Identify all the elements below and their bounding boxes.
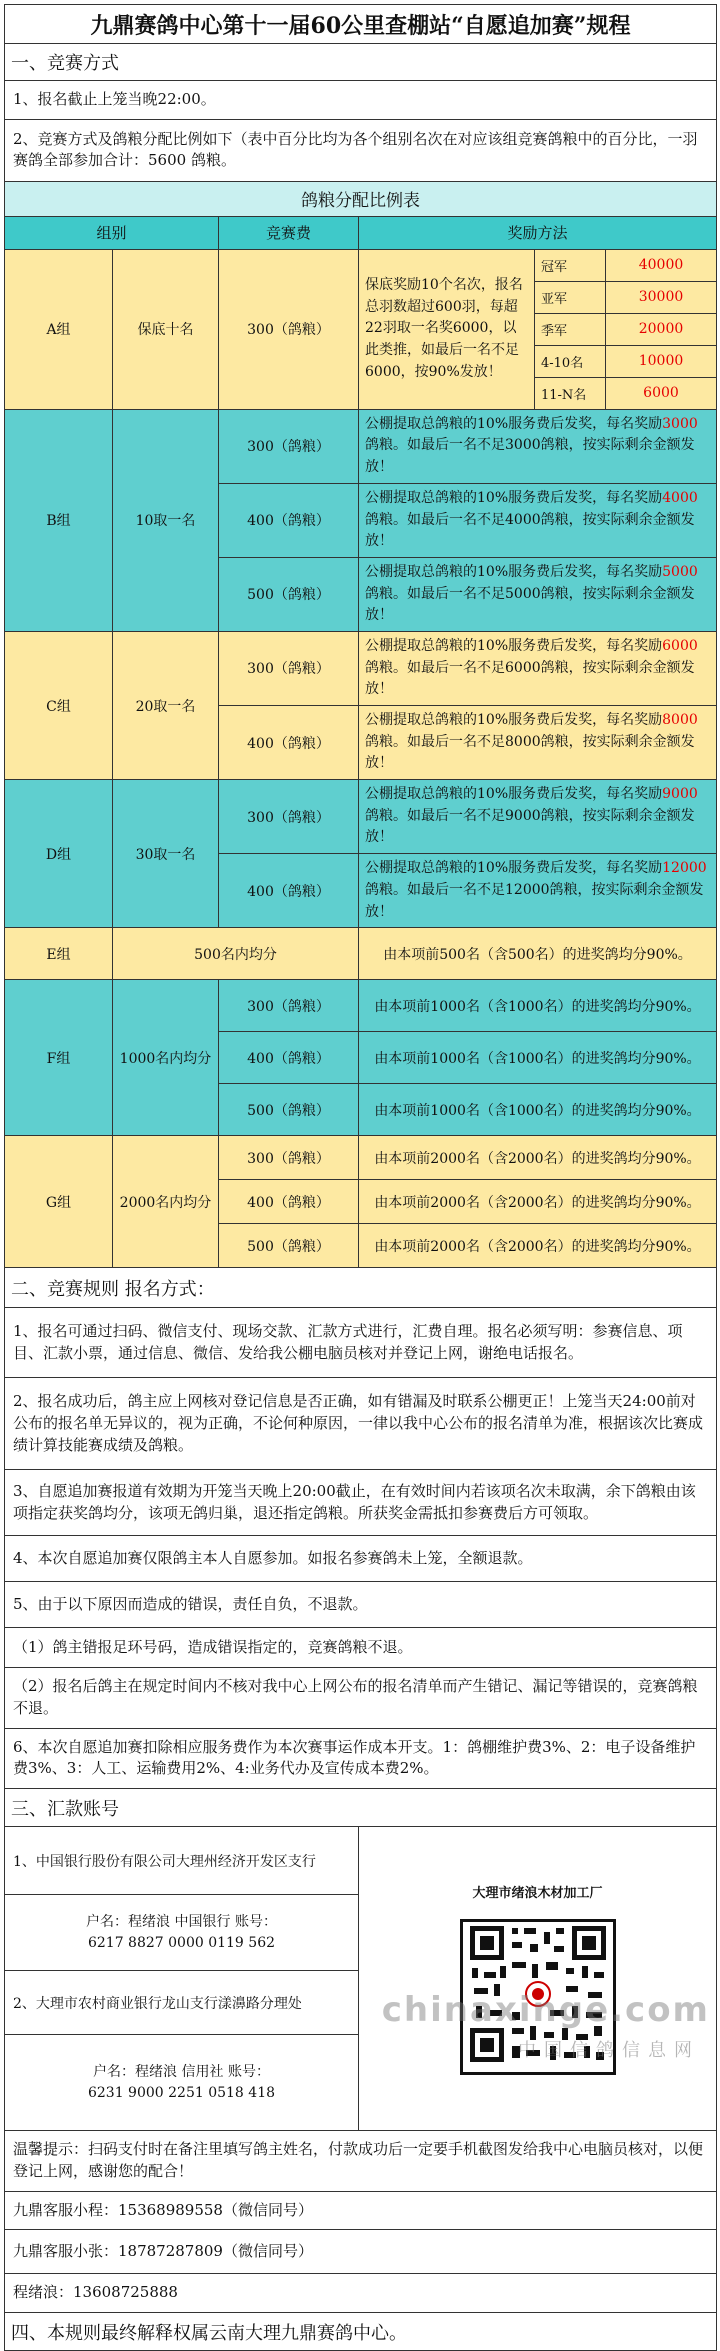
prize-name: 11-N名 bbox=[535, 377, 606, 409]
fee-cell: 300（鸽粮） bbox=[219, 780, 359, 854]
group-e-desc: 由本项前500名（含500名）的进奖鸽均分90%。 bbox=[359, 928, 717, 980]
bank-1-account bbox=[5, 1895, 359, 1971]
contact-3: 程绪浪：13608725888 bbox=[5, 2274, 717, 2313]
section-3-heading: 三、汇款账号 bbox=[5, 1789, 717, 1827]
fee-cell: 500（鸽粮） bbox=[219, 1084, 359, 1136]
section-1-heading: 一、竞赛方式 bbox=[5, 44, 717, 81]
group-b-label: B组 bbox=[5, 409, 113, 631]
fee-cell: 300（鸽粮） bbox=[219, 409, 359, 483]
s2-item-4: 4、本次自愿追加赛仅限鸽主本人自愿参加。如报名参赛鸽未上笼，全额退款。 bbox=[5, 1536, 717, 1582]
group-f-rule: 1000名内均分 bbox=[113, 980, 219, 1136]
header-fee: 竞赛费 bbox=[219, 216, 359, 249]
prize-value: 40000 bbox=[606, 249, 717, 281]
s2-item-5-2: （2）报名后鸽主在规定时间内不核对我中心上网公布的报名清单而产生错记、漏记等错误的，竞赛鸽粮不退。 bbox=[5, 1668, 717, 1729]
bank-2-title: 2、大理市农村商业银行龙山支行漾濞路分理处 bbox=[5, 1971, 359, 2035]
s1-item-2: 2、竞赛方式及鸽粮分配比例如下（表中百分比均为各个组别名次在对应该组竞赛鸽粮中的百分比，一羽赛鸽全部参加合计：5600 鸽粮。 bbox=[5, 119, 717, 181]
reward-desc: 公棚提取总鸽粮的10%服务费后发奖，每名奖励3000鸽粮。如最后一名不足3000鸽粮，按实际剩余金额发放！ bbox=[359, 409, 717, 483]
site-watermark: chinaxinge.com bbox=[381, 1990, 710, 2030]
bank-2-account bbox=[5, 2035, 359, 2131]
bank-1-holder: 户名：程绪浪 中国银行 账号： bbox=[86, 1913, 277, 1930]
reward-desc: 由本项前2000名（含2000名）的进奖鸽均分90%。 bbox=[359, 1136, 717, 1180]
prize-value: 30000 bbox=[606, 281, 717, 313]
group-e-label: E组 bbox=[5, 928, 113, 980]
prize-name: 4-10名 bbox=[535, 345, 606, 377]
contact-2: 九鼎客服小张：18787287809（微信同号） bbox=[5, 2230, 717, 2274]
group-c-label: C组 bbox=[5, 631, 113, 779]
header-group: 组别 bbox=[5, 216, 219, 249]
reward-desc: 公棚提取总鸽粮的10%服务费后发奖，每名奖励8000鸽粮。如最后一名不足8000鸽粮，按实际剩余金额发放！ bbox=[359, 706, 717, 780]
group-b-rule: 10取一名 bbox=[113, 409, 219, 631]
prize-name: 季军 bbox=[535, 313, 606, 345]
group-a-desc: 保底奖励10个名次，报名总羽数超过600羽，每超22羽取一名奖6000，以此类推，如最后一名不足6000，按90%发放！ bbox=[359, 249, 535, 409]
reward-desc: 公棚提取总鸽粮的10%服务费后发奖，每名奖励5000鸽粮。如最后一名不足5000鸽粮，按实际剩余金额发放！ bbox=[359, 557, 717, 631]
s2-item-2: 2、报名成功后，鸽主应上网核对登记信息是否正确，如有错漏及时联系公棚更正！上笼当天24:00前对公布的报名单无异议的，视为正确，不论何种原因，一律以我中心公布的报名清单为准，根据该次比赛成绩计算技能赛成绩及鸽粮。 bbox=[5, 1378, 717, 1470]
bank-1-number: 6217 8827 0000 0119 562 bbox=[87, 1934, 276, 1951]
s2-item-5-1: （1）鸽主错报足环号码，造成错误指定的，竞赛鸽粮不退。 bbox=[5, 1628, 717, 1668]
group-d-rule: 30取一名 bbox=[113, 780, 219, 928]
company-name: 大理市绪浪木材加工厂 bbox=[472, 1886, 603, 1902]
bank-1-title: 1、中国银行股份有限公司大理州经济开发区支行 bbox=[5, 1827, 359, 1895]
prize-name: 亚军 bbox=[535, 281, 606, 313]
reward-desc: 公棚提取总鸽粮的10%服务费后发奖，每名奖励9000鸽粮。如最后一名不足9000鸽粮，按实际剩余金额发放！ bbox=[359, 780, 717, 854]
fee-cell: 300（鸽粮） bbox=[219, 980, 359, 1032]
qr-panel bbox=[359, 1827, 717, 2131]
s2-item-5: 5、由于以下原因而造成的错误，责任自负，不退款。 bbox=[5, 1582, 717, 1628]
reward-desc: 由本项前1000名（含1000名）的进奖鸽均分90%。 bbox=[359, 1084, 717, 1136]
fee-cell: 500（鸽粮） bbox=[219, 557, 359, 631]
fee-cell: 400（鸽粮） bbox=[219, 854, 359, 928]
reward-desc: 公棚提取总鸽粮的10%服务费后发奖，每名奖励6000鸽粮。如最后一名不足6000鸽粮，按实际剩余金额发放！ bbox=[359, 631, 717, 705]
group-e-rule: 500名内均分 bbox=[113, 928, 359, 980]
fee-cell: 400（鸽粮） bbox=[219, 1180, 359, 1224]
header-reward: 奖励方法 bbox=[359, 216, 717, 249]
fee-cell: 300（鸽粮） bbox=[219, 1136, 359, 1180]
reward-desc: 公棚提取总鸽粮的10%服务费后发奖，每名奖励4000鸽粮。如最后一名不足4000鸽粮，按实际剩余金额发放！ bbox=[359, 483, 717, 557]
fee-cell: 400（鸽粮） bbox=[219, 1032, 359, 1084]
prize-value: 6000 bbox=[606, 377, 717, 409]
group-a-rule: 保底十名 bbox=[113, 249, 219, 409]
s2-item-6: 6、本次自愿追加赛扣除相应服务费作为本次赛事运作成本开支。1：鸽棚维护费3%、2：电子设备维护费3%、3：人工、运输费用2%、4:业务代办及宣传成本费2%。 bbox=[5, 1728, 717, 1789]
reward-desc: 公棚提取总鸽粮的10%服务费后发奖，每名奖励12000鸽粮。如最后一名不足12000鸽粮，按实际剩余金额发放！ bbox=[359, 854, 717, 928]
s2-item-1: 1、报名可通过扫码、微信支付、现场交款、汇款方式进行，汇费自理。报名必须写明：参赛信息、项目、汇款小票，通过信息、微信、发给我公棚电脑员核对并登记上网，谢绝电话报名。 bbox=[5, 1308, 717, 1378]
prize-value: 10000 bbox=[606, 345, 717, 377]
reward-desc: 由本项前1000名（含1000名）的进奖鸽均分90%。 bbox=[359, 980, 717, 1032]
page-title: 九鼎赛鸽中心第十一届60公里查棚站“自愿追加赛”规程 bbox=[5, 5, 717, 44]
group-a-fee: 300（鸽粮） bbox=[219, 249, 359, 409]
fee-cell: 400（鸽粮） bbox=[219, 483, 359, 557]
table-title: 鸽粮分配比例表 bbox=[5, 181, 717, 216]
group-g-rule: 2000名内均分 bbox=[113, 1136, 219, 1268]
group-c-rule: 20取一名 bbox=[113, 631, 219, 779]
group-d-label: D组 bbox=[5, 780, 113, 928]
fee-cell: 300（鸽粮） bbox=[219, 631, 359, 705]
s2-item-3: 3、自愿追加赛报道有效期为开笼当天晚上20:00截止，在有效时间内若该项名次未取满，余下鸽粮由该项指定获奖鸽均分，该项无鸽归巢，退还指定鸽粮。所获奖金需抵扣参赛费后方可领取。 bbox=[5, 1470, 717, 1536]
bank-2-number: 6231 9000 2251 0518 418 bbox=[87, 2084, 276, 2101]
reward-desc: 由本项前2000名（含2000名）的进奖鸽均分90%。 bbox=[359, 1224, 717, 1268]
group-g-label: G组 bbox=[5, 1136, 113, 1268]
reward-desc: 由本项前2000名（含2000名）的进奖鸽均分90%。 bbox=[359, 1180, 717, 1224]
section-2-heading: 二、竞赛规则 报名方式： bbox=[5, 1268, 717, 1308]
section-4-heading: 四、本规则最终解释权属云南大理九鼎赛鸽中心。 bbox=[5, 2313, 717, 2351]
reward-desc: 由本项前1000名（含1000名）的进奖鸽均分90%。 bbox=[359, 1032, 717, 1084]
fee-cell: 400（鸽粮） bbox=[219, 706, 359, 780]
fee-cell: 500（鸽粮） bbox=[219, 1224, 359, 1268]
contact-1: 九鼎客服小程：15368989558（微信同号） bbox=[5, 2191, 717, 2230]
bank-2-holder: 户名：程绪浪 信用社 账号： bbox=[93, 2063, 270, 2080]
payment-tip: 温馨提示：扫码支付时在备注里填写鸽主姓名，付款成功后一定要手机截图发给我中心电脑员核对，以便登记上网，感谢您的配合！ bbox=[5, 2131, 717, 2192]
prize-value: 20000 bbox=[606, 313, 717, 345]
group-f-label: F组 bbox=[5, 980, 113, 1136]
s1-item-1: 1、报名截止上笼当晚22:00。 bbox=[5, 81, 717, 120]
site-watermark-cn: 中国信鸽信息网 bbox=[518, 2040, 700, 2061]
prize-name: 冠军 bbox=[535, 249, 606, 281]
group-a-label: A组 bbox=[5, 249, 113, 409]
